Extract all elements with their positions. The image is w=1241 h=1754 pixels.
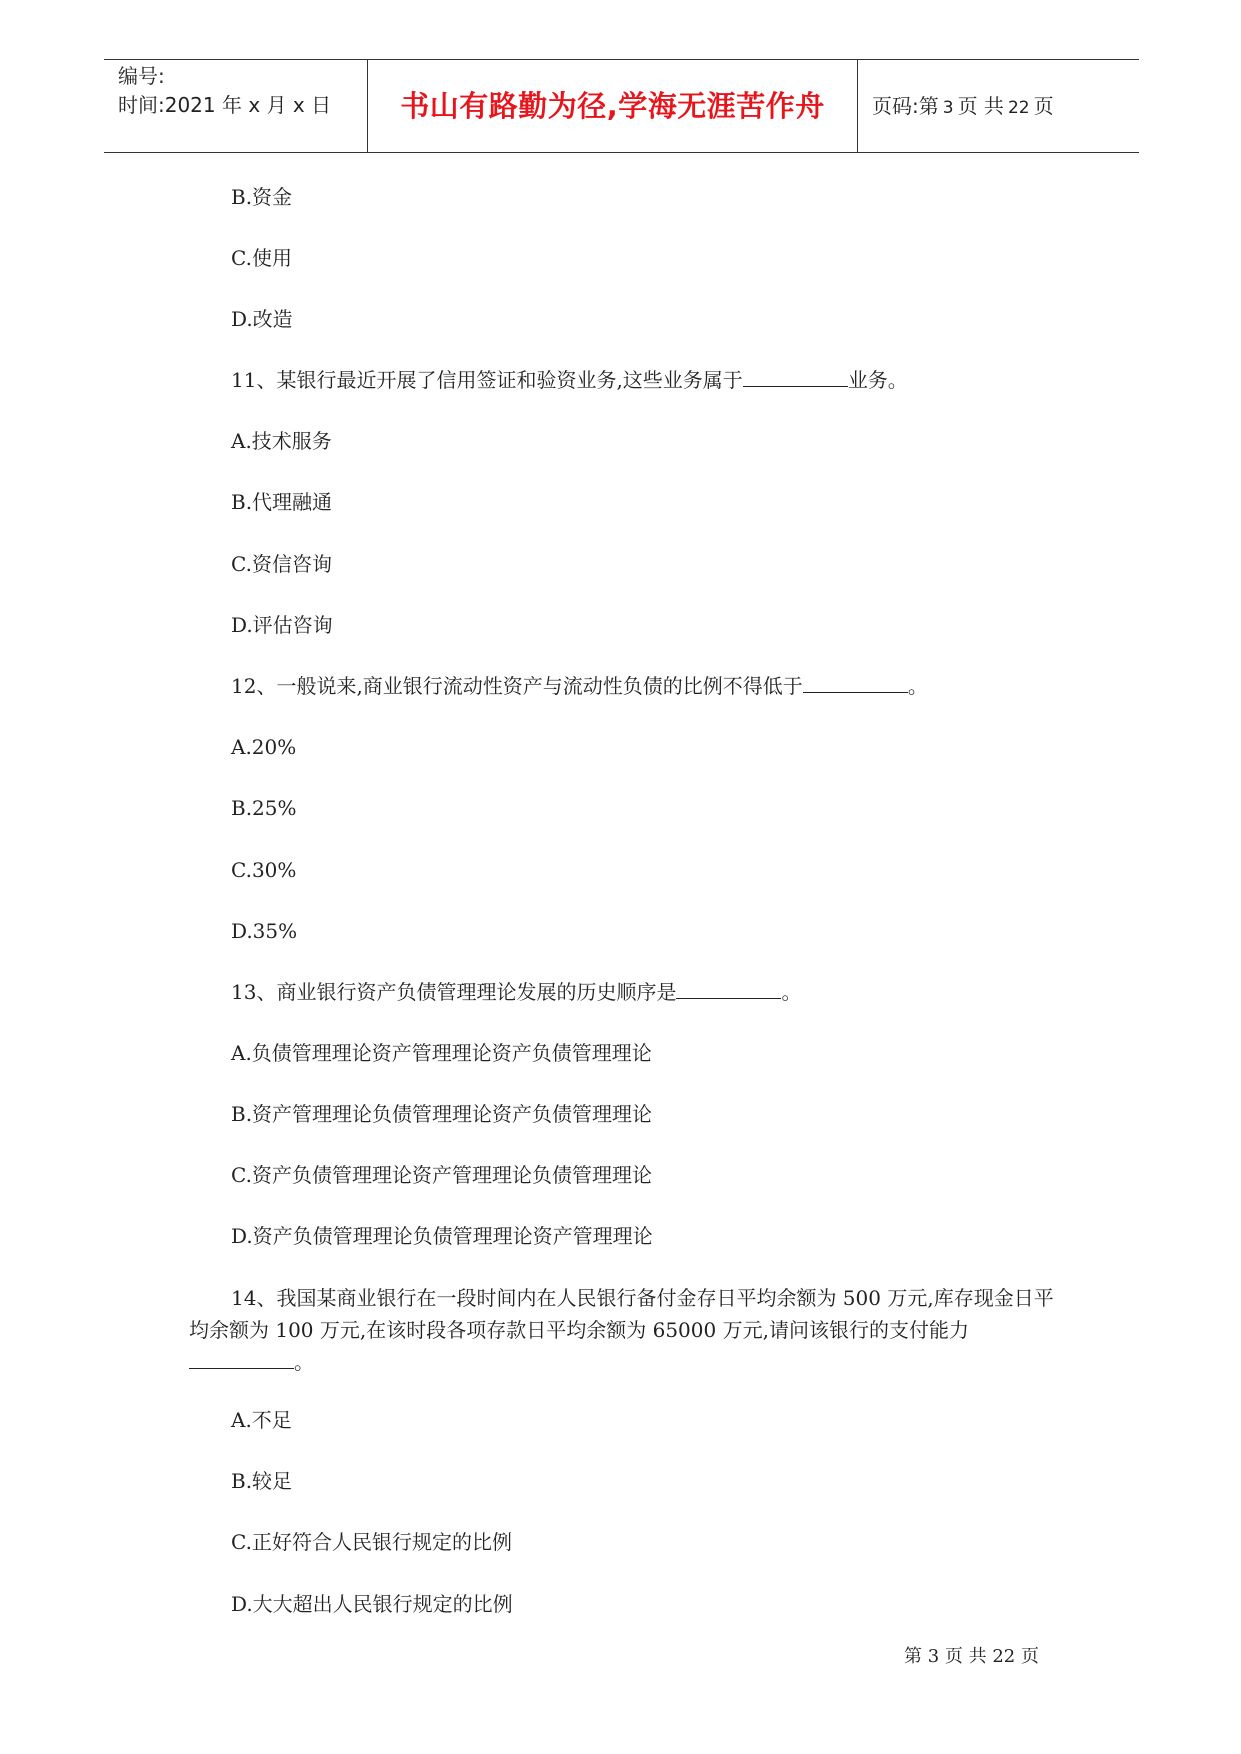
page-total: 22: [1007, 98, 1030, 118]
q13-stem: [231, 978, 801, 1006]
page-mid: 页 共: [957, 94, 1004, 118]
q11-option-a: A.技术服务: [231, 429, 332, 453]
q14-stem-end: 。: [294, 1350, 314, 1374]
q14-option-a: A.不足: [231, 1408, 292, 1432]
q13-option-d: D.资产负债管理理论负债管理理论资产管理理论: [231, 1224, 653, 1248]
q12-stem-end: 。: [907, 674, 928, 698]
q11-answer-blank: [743, 366, 848, 387]
q12-option-b: B.25%: [231, 796, 297, 820]
q11-option-b: B.代理融通: [231, 490, 333, 514]
q14-stem: [189, 1282, 1059, 1378]
q14-option-d: D.大大超出人民银行规定的比例: [231, 1592, 513, 1616]
q14-option-b: B.较足: [231, 1469, 293, 1493]
header-page-number: [858, 60, 1139, 152]
q11-stem-end: 业务。: [847, 368, 908, 392]
q12-stem: [231, 672, 928, 700]
q14-stem-text: 14、我国某商业银行在一段时间内在人民银行备付金存日平均余额为 500 万元,库存现金日平均余额为 100 万元,在该时段各项存款日平均余额为 65000 万元,请问该银行的支付能力: [189, 1286, 1054, 1342]
q12-option-d: D.35%: [231, 919, 298, 943]
q13-option-c: C.资产负债管理理论资产管理理论负债管理理论: [231, 1163, 652, 1187]
q10-option-d: D.改造: [231, 307, 293, 331]
page-header: [104, 59, 1139, 153]
q11-option-d: D.评估咨询: [231, 613, 333, 637]
q13-answer-blank: [676, 978, 781, 999]
q10-option-c: C.使用: [231, 246, 292, 270]
header-meta: [104, 60, 368, 152]
document-number-label: 编号:: [118, 64, 165, 88]
q13-stem-end: 。: [781, 980, 802, 1004]
q13-option-b: B.资产管理理论负债管理理论资产负债管理理论: [231, 1102, 653, 1126]
q12-option-a: A.20%: [231, 735, 297, 759]
q12-stem-text: 12、一般说来,商业银行流动性资产与流动性负债的比例不得低于: [231, 674, 803, 698]
page-current: 3: [942, 98, 954, 118]
q14-option-c: C.正好符合人民银行规定的比例: [231, 1530, 512, 1554]
q14-answer-blank: [189, 1348, 294, 1369]
header-motto: 书山有路勤为径,学海无涯苦作舟: [368, 60, 858, 152]
q13-option-a: A.负债管理理论资产管理理论资产负债管理理论: [231, 1041, 652, 1065]
q11-stem: [231, 366, 908, 394]
document-date: 时间:2021 年 x 月 x 日: [118, 93, 332, 117]
q13-stem-text: 13、商业银行资产负债管理理论发展的历史顺序是: [231, 980, 677, 1004]
q11-option-c: C.资信咨询: [231, 552, 332, 576]
q12-option-c: C.30%: [231, 858, 297, 882]
q11-stem-text: 11、某银行最近开展了信用签证和验资业务,这些业务属于: [231, 368, 743, 392]
page-prefix: 页码:第: [872, 94, 939, 118]
q10-option-b: B.资金: [231, 185, 293, 209]
page-suffix: 页: [1033, 94, 1054, 118]
q12-answer-blank: [803, 672, 908, 693]
page-footer: 第 3 页 共 22 页: [904, 1646, 1039, 1667]
